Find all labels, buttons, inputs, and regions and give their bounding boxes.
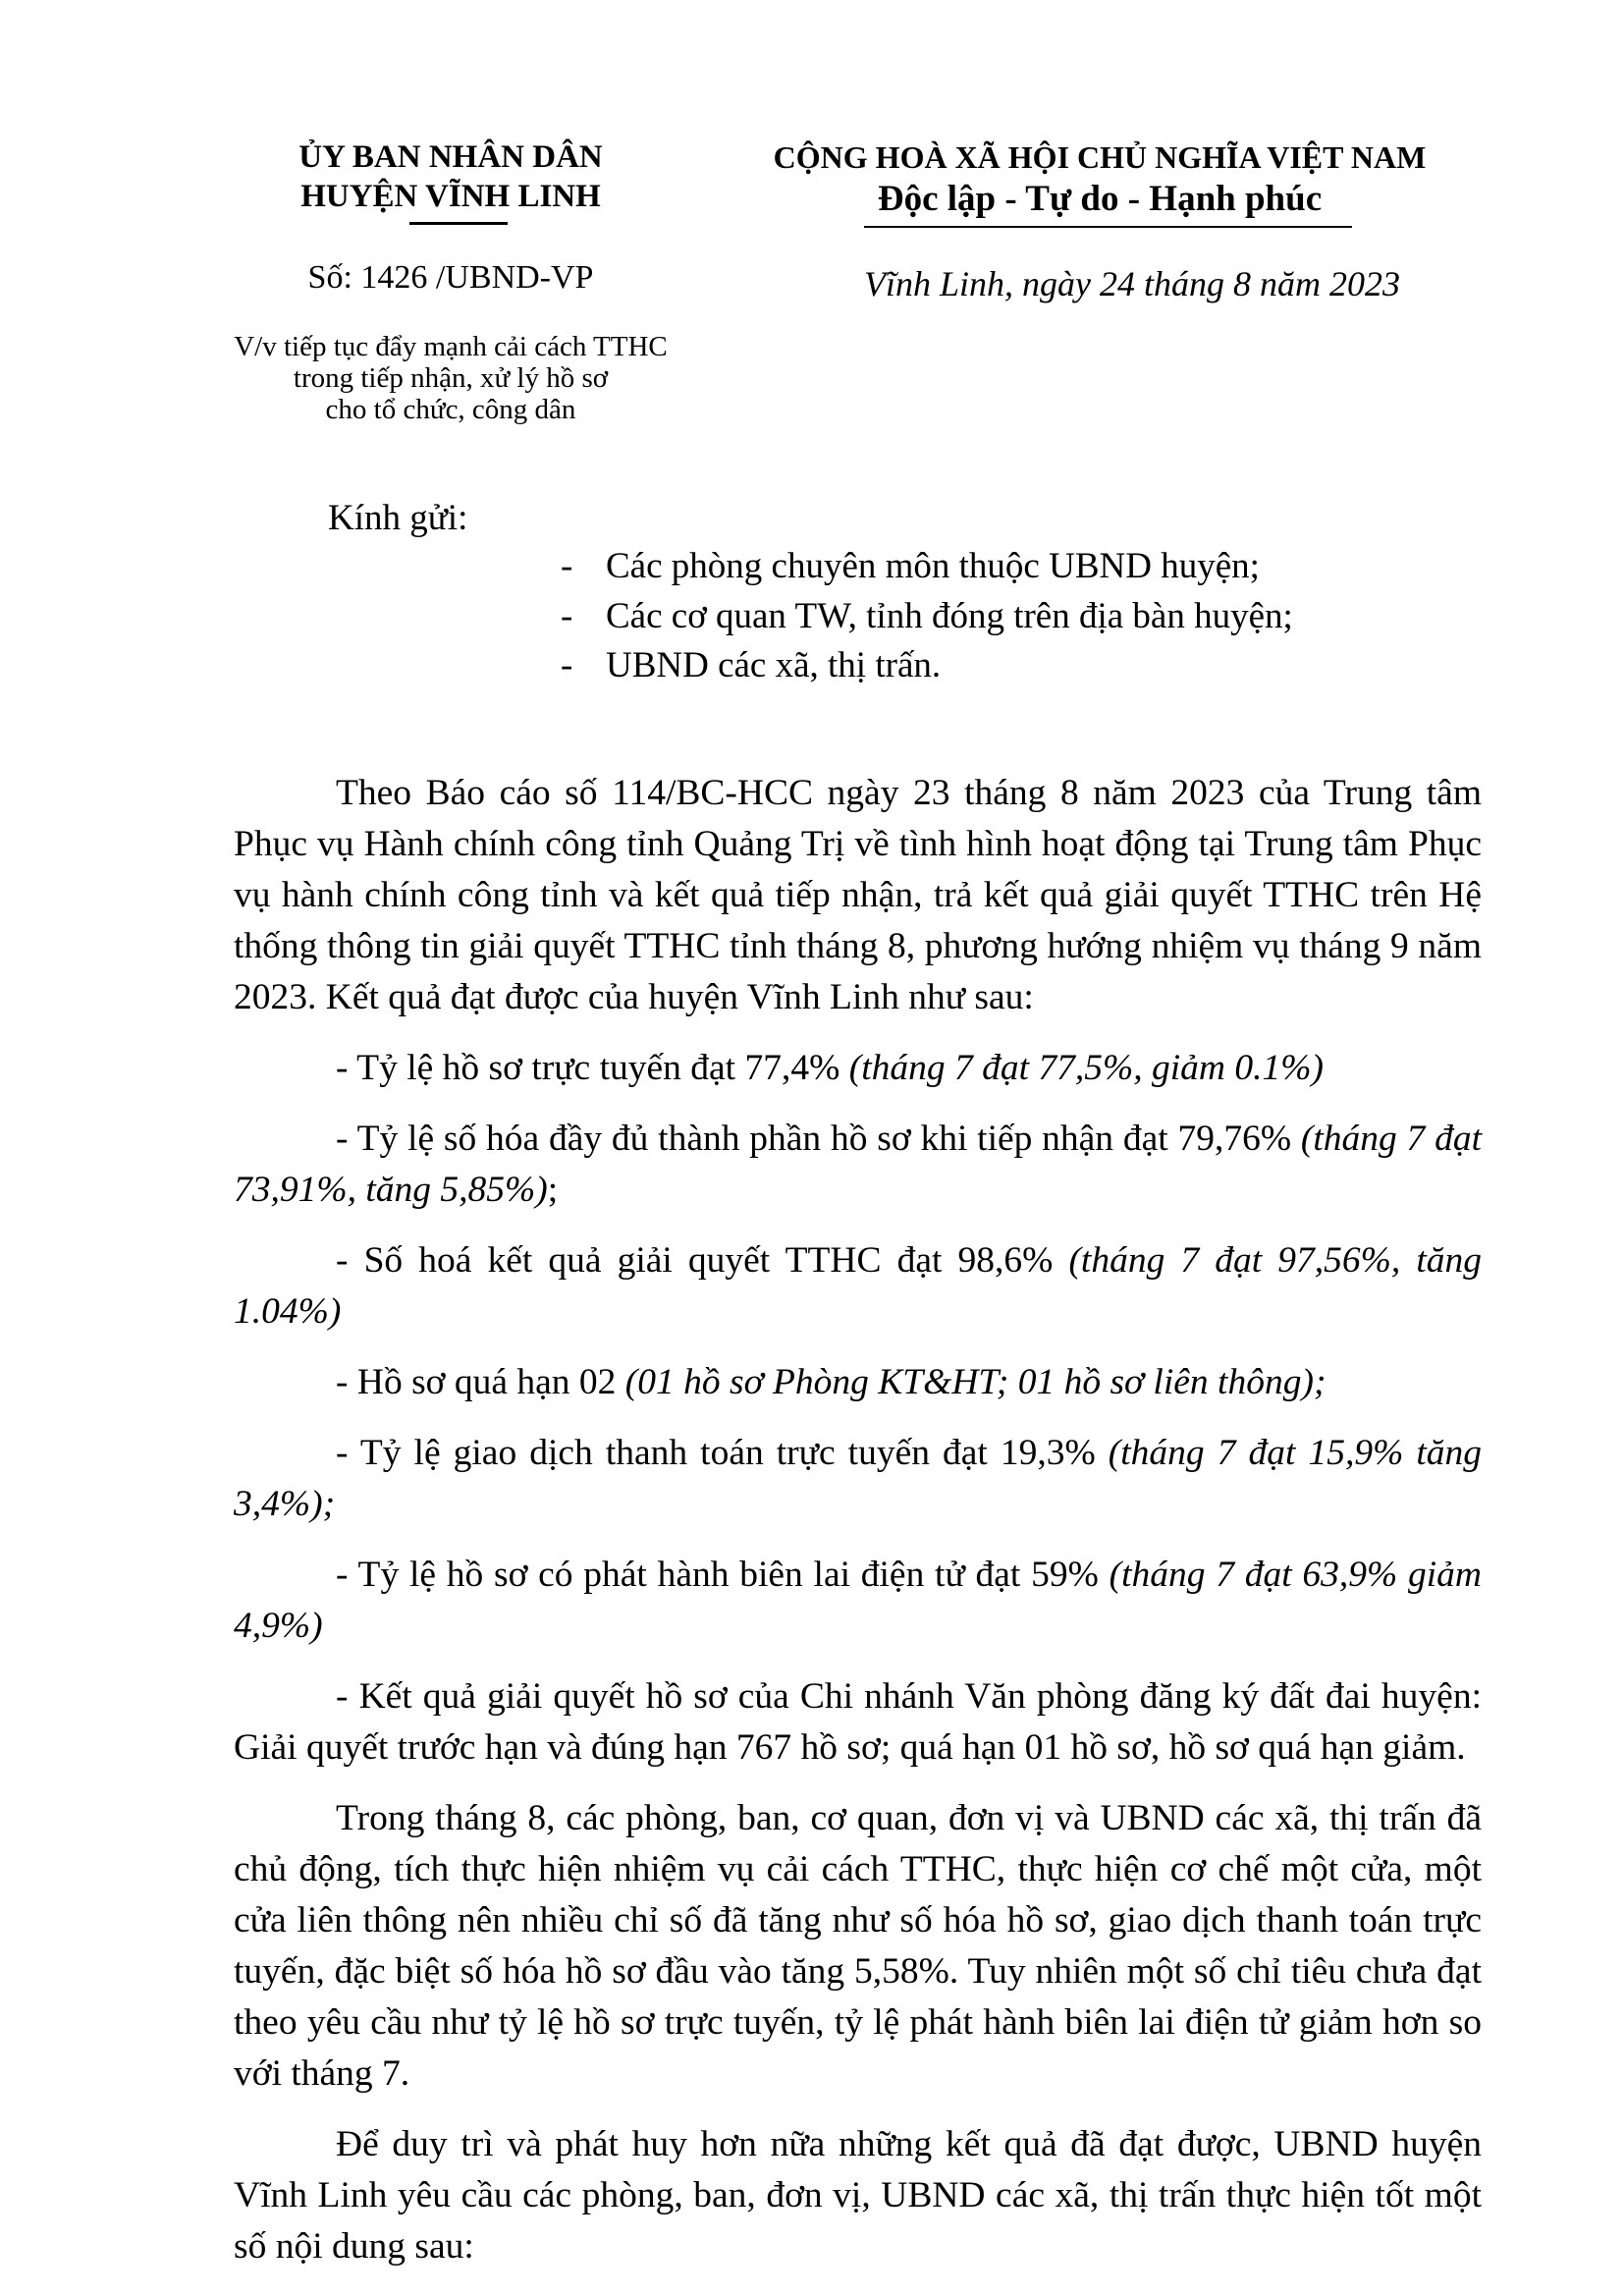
- result-text: - Hồ sơ quá hạn 02: [336, 1362, 625, 1402]
- recipient-text: Các cơ quan TW, tỉnh đóng trên địa bàn huyện;: [606, 596, 1293, 636]
- result-text: - Tỷ lệ giao dịch thanh toán trực tuyến đạt 19,3%: [336, 1433, 1109, 1473]
- recipient-dash: -: [561, 645, 573, 685]
- request-paragraph: Để duy trì và phát huy hơn nữa những kết quả đã đạt được, UBND huyện Vĩnh Linh yêu cầu các phòng, ban, đơn vị, UBND các xã, thị trấn thực hiện tốt một số nội dung sau:: [234, 2124, 1482, 2267]
- recipient-item: [0, 644, 1624, 687]
- subject-line-3: cho tổ chức, công dân: [325, 394, 576, 425]
- recipient-text: Các phòng chuyên môn thuộc UBND huyện;: [606, 546, 1260, 586]
- result-note: (tháng 7 đạt 77,5%, giảm 0.1%): [848, 1048, 1324, 1088]
- place-date: Vĩnh Linh, ngày 24 tháng 8 năm 2023: [864, 264, 1400, 303]
- recipient-text: UBND các xã, thị trấn.: [606, 645, 942, 685]
- intro-paragraph: Theo Báo cáo số 114/BC-HCC ngày 23 tháng 8 năm 2023 của Trung tâm Phục vụ Hành chính công tỉnh Quảng Trị về tình hình hoạt động tại Trung tâm Phục vụ hành chính công tỉnh và kết quả tiếp nhận, trả kết quả giải quyết TTHC trên Hệ thống thông tin giải quyết TTHC tỉnh tháng 8, phương hướng nhiệm vụ tháng 9 năm 2023. Kết quả đạt được của huyện Vĩnh Linh như sau:: [234, 773, 1482, 1017]
- result-item: [234, 1043, 1482, 1094]
- recipient-item: [0, 545, 1624, 588]
- recipient-item: [0, 595, 1624, 638]
- issuer-org-line1: ỦY BAN NHÂN DÂN: [298, 139, 603, 175]
- subject-line-1: V/v tiếp tục đẩy mạnh cải cách TTHC: [234, 331, 668, 362]
- result-text: - Tỷ lệ hồ sơ có phát hành biên lai điện tử đạt 59%: [336, 1555, 1110, 1595]
- result-text: - Số hoá kết quả giải quyết TTHC đạt 98,6%: [336, 1240, 1069, 1281]
- recipient-dash: -: [561, 596, 573, 636]
- result-note: (tháng 7 đạt 73,91%, tăng 5,85%): [234, 1119, 1483, 1210]
- analysis-paragraph: Trong tháng 8, các phòng, ban, cơ quan, đơn vị và UBND các xã, thị trấn đã chủ động, tích thực hiện nhiệm vụ cải cách TTHC, thực hiện cơ chế một cửa, một cửa liên thông nên nhiều chỉ số đã tăng như số hóa hồ sơ, giao dịch thanh toán trực tuyến, đặc biệt số hóa hồ sơ đầu vào tăng 5,58%. Tuy nhiên một số chỉ tiêu chưa đạt theo yêu cầu như tỷ lệ hồ sơ trực tuyến, tỷ lệ phát hành biên lai điện tử giảm hơn so với tháng 7.: [234, 1798, 1482, 2094]
- issuer-org-line2: HUYỆN VĨNH LINH: [300, 179, 601, 214]
- national-title: CỘNG HOÀ XÃ HỘI CHỦ NGHĨA VIỆT NAM: [773, 139, 1427, 175]
- result-note: (01 hồ sơ Phòng KT&HT; 01 hồ sơ liên thông);: [624, 1362, 1326, 1402]
- result-item: [234, 1671, 1482, 1774]
- result-text: - Kết quả giải quyết hồ sơ của Chi nhánh Văn phòng đăng ký đất đai huyện: Giải quyết trước hạn và đúng hạn 767 hồ sơ; quá hạn 01 hồ sơ, hồ sơ quá hạn giảm.: [234, 1676, 1482, 1768]
- result-item: [234, 1428, 1482, 1530]
- result-item: [234, 1114, 1482, 1216]
- result-item: [234, 1357, 1482, 1408]
- issuer-underline: [409, 222, 508, 225]
- subject-line-2: trong tiếp nhận, xử lý hồ sơ: [293, 362, 609, 394]
- result-note: (tháng 7 đạt 97,56%, tăng 1.04%): [234, 1240, 1482, 1332]
- recipient-dash: -: [561, 546, 573, 586]
- national-motto: Độc lập - Tự do - Hạnh phúc: [877, 179, 1323, 219]
- letter-body: [234, 768, 1482, 2272]
- result-tail: ;: [547, 1170, 559, 1210]
- result-note: (tháng 7 đạt 63,9% giảm 4,9%): [234, 1555, 1482, 1646]
- result-text: - Tỷ lệ hồ sơ trực tuyến đạt 77,4%: [336, 1048, 849, 1088]
- result-item: [234, 1235, 1482, 1338]
- result-text: - Tỷ lệ số hóa đầy đủ thành phần hồ sơ khi tiếp nhận đạt 79,76%: [336, 1119, 1301, 1159]
- motto-underline: [864, 226, 1352, 228]
- result-item: [234, 1550, 1482, 1652]
- recipients-label: Kính gửi:: [328, 498, 468, 538]
- result-note: (tháng 7 đạt 15,9% tăng 3,4%);: [234, 1433, 1483, 1524]
- document-number: Số: 1426 /UBND-VP: [307, 259, 594, 296]
